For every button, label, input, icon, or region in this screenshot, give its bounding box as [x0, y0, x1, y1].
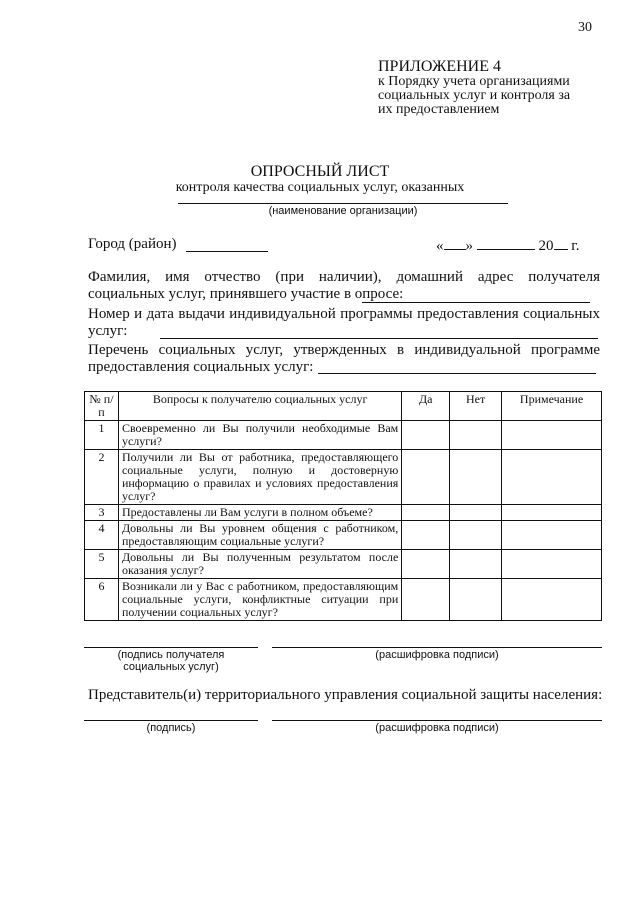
table-row	[85, 579, 602, 621]
month-fill-line[interactable]	[477, 236, 535, 250]
page-number: 30	[578, 20, 592, 35]
recipient-info-text: Фамилия, имя отчество (при наличии), домашний адрес получателя социальных услуг, принявшего участие в опросе:	[88, 269, 600, 302]
organization-fill-line[interactable]	[178, 203, 508, 204]
yes-cell[interactable]	[402, 421, 450, 450]
rep-decode-caption: (расшифровка подписи)	[375, 722, 499, 734]
header-note: Примечание	[502, 392, 602, 421]
appendix-line: их предоставлением	[378, 102, 500, 117]
survey-title: ОПРОСНЫЙ ЛИСТ	[250, 163, 390, 180]
decode-signature-line[interactable]	[272, 647, 602, 648]
row-number: 5	[85, 550, 119, 579]
header-no: Нет	[450, 392, 502, 421]
header-yes: Да	[402, 392, 450, 421]
year-fill-line[interactable]	[554, 236, 568, 250]
no-cell[interactable]	[450, 450, 502, 505]
header-question: Вопросы к получателю социальных услуг	[118, 392, 401, 421]
table-row	[85, 550, 602, 579]
appendix-line: к Порядку учета организациями	[378, 74, 570, 89]
yes-cell[interactable]	[402, 505, 450, 521]
services-list-text: Перечень социальных услуг, утвержденных в индивидуальной программе предоставления социальных услуг:	[88, 342, 600, 375]
table-row	[85, 505, 602, 521]
note-cell[interactable]	[502, 505, 602, 521]
recipient-signature-line[interactable]	[84, 647, 258, 648]
rep-signature-line[interactable]	[84, 720, 258, 721]
no-cell[interactable]	[450, 421, 502, 450]
note-cell[interactable]	[502, 579, 602, 621]
organization-caption: (наименование организации)	[268, 205, 418, 217]
survey-subtitle: контроля качества социальных услуг, оказанных	[175, 180, 465, 195]
row-number: 6	[85, 579, 119, 621]
decode-signature-caption: (расшифровка подписи)	[375, 649, 499, 661]
table-row	[85, 521, 602, 550]
rep-decode-line[interactable]	[272, 720, 602, 721]
row-question: Довольны ли Вы уровнем общения с работником, предоставляющим социальные услуги?	[118, 521, 401, 550]
city-fill-line[interactable]	[186, 251, 268, 252]
row-number: 3	[85, 505, 119, 521]
appendix-title: ПРИЛОЖЕНИЕ 4	[378, 58, 502, 75]
row-number: 2	[85, 450, 119, 505]
day-fill-line[interactable]	[444, 236, 466, 250]
note-cell[interactable]	[502, 521, 602, 550]
recipient-fill-line[interactable]	[362, 302, 590, 303]
rep-signature-caption: (подпись)	[146, 722, 196, 734]
date-close-quote: »	[465, 238, 473, 254]
row-question: Своевременно ли Вы получили необходимые Вам услуги?	[118, 421, 401, 450]
ipr-fill-line[interactable]	[160, 338, 598, 339]
year-prefix: 20	[538, 238, 554, 254]
header-number: № п/п	[85, 392, 119, 421]
note-cell[interactable]	[502, 450, 602, 505]
yes-cell[interactable]	[402, 550, 450, 579]
table-row	[85, 421, 602, 450]
yes-cell[interactable]	[402, 521, 450, 550]
row-question: Возникали ли у Вас с работником, предоставляющим социальные услуги, конфликтные ситуации при получении социальных услуг?	[118, 579, 401, 621]
appendix-line: социальных услуг и контроля за	[378, 88, 571, 103]
questions-table	[84, 391, 602, 621]
no-cell[interactable]	[450, 579, 502, 621]
table-header-row	[85, 392, 602, 421]
row-number: 4	[85, 521, 119, 550]
date-field	[436, 236, 579, 255]
representative-label: Представитель(и) территориального управления социальной защиты населения:	[88, 687, 603, 703]
table-row	[85, 450, 602, 505]
note-cell[interactable]	[502, 550, 602, 579]
appendix-block	[378, 58, 618, 117]
no-cell[interactable]	[450, 521, 502, 550]
row-question: Получили ли Вы от работника, предоставляющего социальные услуги, полную и достоверную информацию о правилах и условиях предоставления услуг?	[118, 450, 401, 505]
yes-cell[interactable]	[402, 579, 450, 621]
recipient-signature-caption: (подпись получателя социальных услуг)	[117, 649, 225, 673]
row-question: Довольны ли Вы полученным результатом после оказания услуг?	[118, 550, 401, 579]
yes-cell[interactable]	[402, 450, 450, 505]
services-fill-line[interactable]	[318, 373, 596, 374]
note-cell[interactable]	[502, 421, 602, 450]
row-question: Предоставлены ли Вам услуги в полном объеме?	[118, 505, 401, 521]
row-number: 1	[85, 421, 119, 450]
no-cell[interactable]	[450, 505, 502, 521]
ipr-info-text: Номер и дата выдачи индивидуальной программы предоставления социальных услуг:	[88, 306, 600, 339]
city-label: Город (район)	[88, 236, 177, 252]
no-cell[interactable]	[450, 550, 502, 579]
date-open-quote: «	[436, 238, 444, 254]
year-suffix: г.	[571, 238, 580, 254]
